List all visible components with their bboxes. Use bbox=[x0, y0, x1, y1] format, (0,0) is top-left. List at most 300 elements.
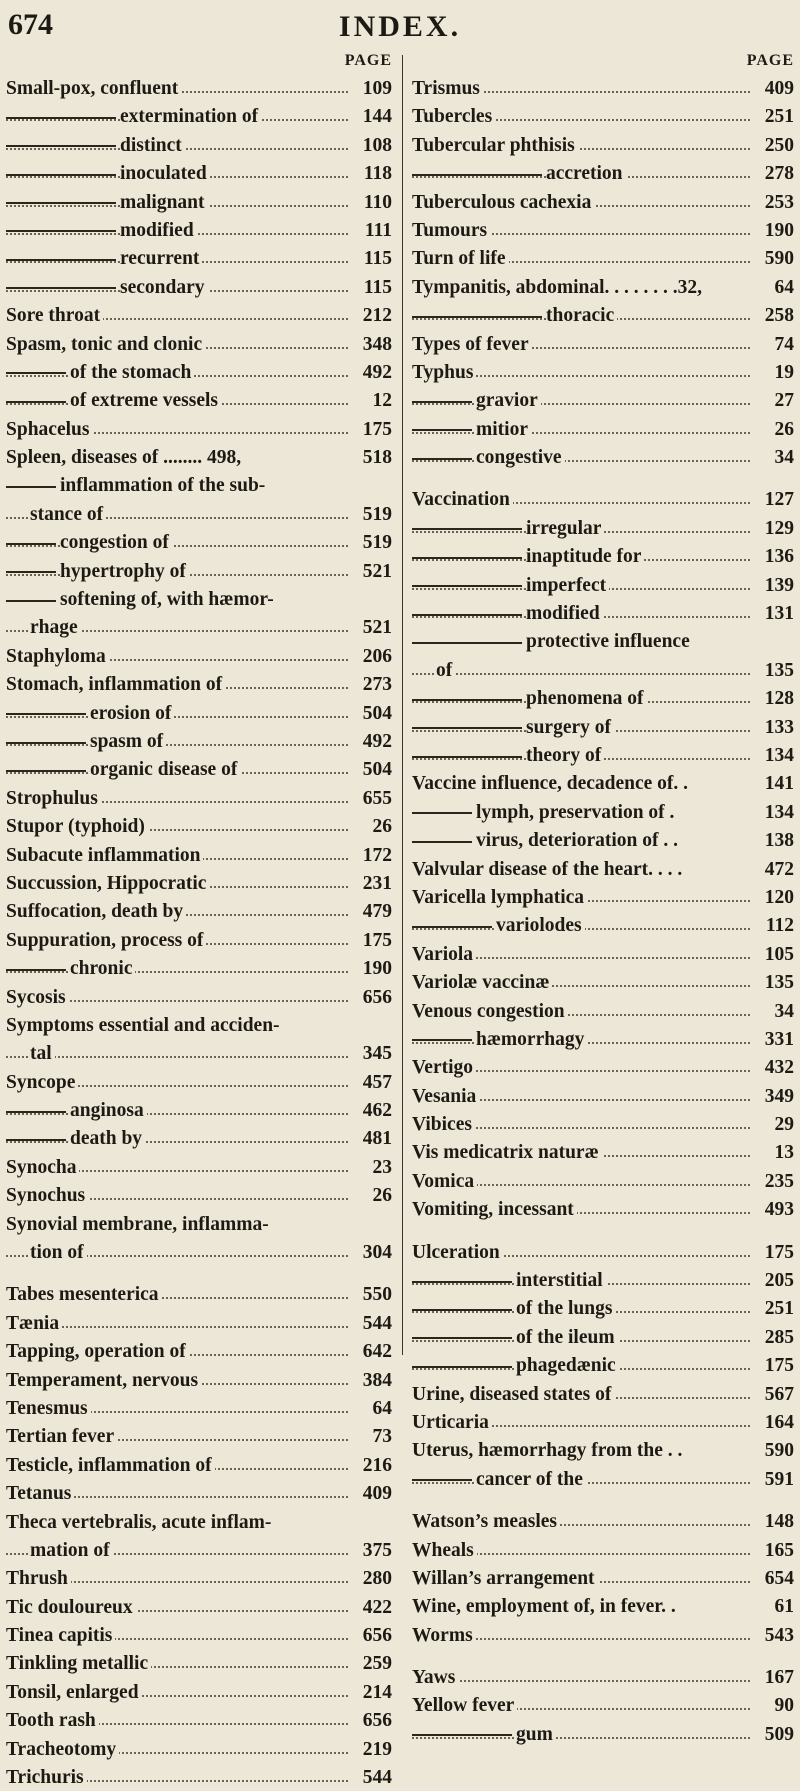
entry-label: Synovial membrane, inflamma- bbox=[6, 1214, 272, 1235]
entry-label: Vaccination bbox=[412, 489, 513, 510]
entry-label: interstitial bbox=[516, 1270, 606, 1291]
index-entry bbox=[412, 1436, 798, 1464]
entry-label: modified bbox=[120, 220, 197, 241]
index-entry bbox=[412, 1323, 798, 1351]
entry-label: Tabes mesenterica bbox=[6, 1284, 162, 1305]
repeat-dash bbox=[412, 756, 522, 758]
entry-label: Temperament, nervous bbox=[6, 1370, 201, 1391]
entry-page-number: 34 bbox=[772, 447, 795, 469]
entry-page-number: 144 bbox=[360, 106, 392, 128]
index-entry bbox=[412, 1138, 798, 1166]
index-entry bbox=[412, 415, 798, 443]
entry-page-number: 212 bbox=[360, 305, 392, 327]
entry-page-number: 472 bbox=[762, 859, 794, 881]
index-entry bbox=[412, 1663, 798, 1691]
repeat-dash bbox=[6, 770, 86, 772]
index-entry bbox=[412, 1380, 798, 1408]
entry-label: phagedænic bbox=[516, 1355, 619, 1376]
index-entry bbox=[6, 670, 396, 698]
entry-label: Synochus bbox=[6, 1185, 88, 1206]
entry-label: thoracic bbox=[546, 305, 617, 326]
entry-page-number: 172 bbox=[360, 845, 392, 867]
entry-page-number: 544 bbox=[360, 1767, 392, 1789]
index-entry bbox=[6, 1763, 396, 1791]
entry-page-number: 519 bbox=[360, 532, 392, 554]
index-entry bbox=[6, 1210, 396, 1238]
index-entry bbox=[6, 1153, 396, 1181]
entry-page-number: 13 bbox=[772, 1142, 795, 1164]
index-entry bbox=[412, 159, 798, 187]
index-entry bbox=[412, 1294, 798, 1322]
entry-page-number: 73 bbox=[370, 1426, 393, 1448]
entry-label: Syncope bbox=[6, 1072, 78, 1093]
entry-label: Succussion, Hippocratic bbox=[6, 873, 209, 894]
index-entry bbox=[412, 485, 798, 513]
entry-label: Tubercles bbox=[412, 106, 495, 127]
index-entry bbox=[6, 1536, 396, 1564]
entry-page-number: 251 bbox=[762, 106, 794, 128]
index-entry bbox=[412, 599, 798, 627]
index-entry bbox=[412, 443, 798, 471]
entry-label: surgery of bbox=[526, 717, 614, 738]
entry-page-number: 345 bbox=[360, 1043, 392, 1065]
entry-page-number: 493 bbox=[762, 1199, 794, 1221]
index-entry bbox=[6, 1068, 396, 1096]
entry-label: Vertigo bbox=[412, 1057, 476, 1078]
index-entry bbox=[6, 1280, 396, 1308]
entry-page-number: 135 bbox=[762, 972, 794, 994]
index-entry bbox=[6, 1593, 396, 1621]
entry-page-number: 409 bbox=[762, 78, 794, 100]
index-entry bbox=[412, 1621, 798, 1649]
entry-label: Venous congestion bbox=[412, 1001, 568, 1022]
index-entry bbox=[412, 188, 798, 216]
index-entry bbox=[412, 1238, 798, 1266]
entry-label: Sore throat bbox=[6, 305, 103, 326]
index-entry bbox=[6, 812, 396, 840]
entry-page-number: 280 bbox=[360, 1568, 392, 1590]
entry-page-number: 190 bbox=[762, 220, 794, 242]
index-entry bbox=[6, 954, 396, 982]
index-entry bbox=[6, 585, 396, 613]
entry-label: of the ileum bbox=[516, 1327, 618, 1348]
entry-label: Typhus bbox=[412, 362, 476, 383]
index-entry bbox=[412, 273, 798, 301]
page-title: INDEX. bbox=[338, 10, 462, 43]
index-entry bbox=[412, 968, 798, 996]
entry-label: inoculated bbox=[120, 163, 210, 184]
entry-page-number: 108 bbox=[360, 135, 392, 157]
entry-page-number: 656 bbox=[360, 987, 392, 1009]
entry-label: recurrent bbox=[120, 248, 202, 269]
entry-label: Testicle, inflammation of bbox=[6, 1455, 215, 1476]
entry-label: Vaccine influence, decadence of. . bbox=[412, 773, 691, 794]
entry-label: Wine, employment of, in fever. . bbox=[412, 1596, 679, 1617]
entry-label: tal bbox=[30, 1043, 55, 1064]
entry-label: Stomach, inflammation of bbox=[6, 674, 225, 695]
column-divider bbox=[402, 55, 403, 1355]
entry-label: Worms bbox=[412, 1625, 476, 1646]
repeat-dash bbox=[6, 600, 56, 602]
entry-page-number: 167 bbox=[762, 1667, 794, 1689]
index-entry bbox=[6, 443, 396, 471]
repeat-dash bbox=[6, 174, 116, 176]
entry-label: chronic bbox=[70, 958, 135, 979]
entry-label: Tubercular phthisis bbox=[412, 135, 578, 156]
index-entry bbox=[412, 1408, 798, 1436]
index-entry bbox=[412, 1195, 798, 1223]
index-entry bbox=[6, 784, 396, 812]
index-entry bbox=[412, 571, 798, 599]
entry-page-number: 26 bbox=[772, 419, 795, 441]
index-entry bbox=[412, 1167, 798, 1195]
repeat-dash bbox=[6, 1111, 66, 1113]
repeat-dash bbox=[6, 230, 116, 232]
entry-page-number: 590 bbox=[762, 1440, 794, 1462]
repeat-dash bbox=[412, 841, 472, 843]
index-entry bbox=[412, 911, 798, 939]
entry-label: spasm of bbox=[90, 731, 166, 752]
index-entry bbox=[6, 926, 396, 954]
repeat-dash bbox=[6, 259, 116, 261]
repeat-dash bbox=[412, 316, 542, 318]
entry-label: Subacute inflammation bbox=[6, 845, 203, 866]
entry-page-number: 462 bbox=[360, 1100, 392, 1122]
entry-label: organic disease of bbox=[90, 759, 240, 780]
entry-page-number: 384 bbox=[360, 1370, 392, 1392]
index-entry bbox=[6, 1735, 396, 1763]
repeat-dash bbox=[6, 287, 116, 289]
index-entry bbox=[412, 855, 798, 883]
entry-page-number: 141 bbox=[762, 773, 794, 795]
entry-label: Tertian fever bbox=[6, 1426, 117, 1447]
repeat-dash bbox=[412, 727, 522, 729]
entry-label: death by bbox=[70, 1128, 145, 1149]
entry-label: tion of bbox=[30, 1242, 87, 1263]
entry-page-number: 349 bbox=[762, 1086, 794, 1108]
index-entry bbox=[412, 330, 798, 358]
index-entry bbox=[412, 1720, 798, 1748]
index-entry bbox=[6, 1309, 396, 1337]
index-entry bbox=[6, 1451, 396, 1479]
entry-label: Trismus bbox=[412, 78, 483, 99]
entry-label: Varicella lymphatica bbox=[412, 887, 587, 908]
entry-page-number: 521 bbox=[360, 617, 392, 639]
repeat-dash bbox=[412, 1039, 472, 1041]
entry-page-number: 120 bbox=[762, 887, 794, 909]
entry-label: Urticaria bbox=[412, 1412, 492, 1433]
repeat-dash bbox=[412, 174, 542, 176]
entry-label: Stupor (typhoid) bbox=[6, 816, 148, 837]
index-entry bbox=[6, 613, 396, 641]
entry-page-number: 61 bbox=[772, 1596, 795, 1618]
entry-page-number: 165 bbox=[762, 1540, 794, 1562]
repeat-dash bbox=[412, 1479, 472, 1481]
entry-page-number: 656 bbox=[360, 1625, 392, 1647]
entry-label: Synocha bbox=[6, 1157, 79, 1178]
entry-label: Tooth rash bbox=[6, 1710, 99, 1731]
entry-page-number: 432 bbox=[762, 1057, 794, 1079]
entry-label: mation of bbox=[30, 1540, 113, 1561]
index-entry bbox=[412, 1082, 798, 1110]
entry-page-number: 26 bbox=[370, 816, 393, 838]
entry-label: Trichuris bbox=[6, 1767, 87, 1788]
index-entry bbox=[6, 1678, 396, 1706]
entry-page-number: 231 bbox=[360, 873, 392, 895]
entry-page-number: 409 bbox=[360, 1483, 392, 1505]
index-entry bbox=[412, 997, 798, 1025]
repeat-dash bbox=[412, 812, 472, 814]
repeat-dash bbox=[412, 699, 522, 701]
index-entry bbox=[6, 1096, 396, 1124]
entry-page-number: 654 bbox=[762, 1568, 794, 1590]
repeat-dash bbox=[6, 543, 56, 545]
index-entry bbox=[412, 741, 798, 769]
entry-label: malignant bbox=[120, 192, 208, 213]
index-entry bbox=[6, 1564, 396, 1592]
entry-page-number: 504 bbox=[360, 703, 392, 725]
left-column bbox=[6, 52, 396, 1791]
entry-page-number: 348 bbox=[360, 334, 392, 356]
index-entry bbox=[412, 74, 798, 102]
entry-label: Theca vertebralis, acute inflam- bbox=[6, 1512, 274, 1533]
index-entry bbox=[6, 869, 396, 897]
entry-label: stance of bbox=[30, 504, 106, 525]
entry-label: erosion of bbox=[90, 703, 174, 724]
entry-label: Vis medicatrix naturæ bbox=[412, 1142, 602, 1163]
entry-page-number: 567 bbox=[762, 1384, 794, 1406]
index-entry bbox=[6, 528, 396, 556]
entry-label: mitior bbox=[476, 419, 531, 440]
index-entry bbox=[6, 244, 396, 272]
index-entry bbox=[6, 727, 396, 755]
entry-label: Tonsil, enlarged bbox=[6, 1682, 142, 1703]
section-gap bbox=[412, 471, 798, 485]
index-entry bbox=[6, 642, 396, 670]
entry-page-number: 111 bbox=[362, 220, 392, 242]
repeat-dash bbox=[6, 202, 116, 204]
entry-page-number: 642 bbox=[360, 1341, 392, 1363]
entry-page-number: 544 bbox=[360, 1313, 392, 1335]
entry-label: irregular bbox=[526, 518, 604, 539]
index-entry bbox=[412, 883, 798, 911]
entry-label: accretion bbox=[546, 163, 626, 184]
entry-page-number: 235 bbox=[762, 1171, 794, 1193]
repeat-dash bbox=[6, 742, 86, 744]
entry-page-number: 259 bbox=[360, 1653, 392, 1675]
entry-page-number: 273 bbox=[360, 674, 392, 696]
dot-leader bbox=[412, 1680, 750, 1682]
entry-page-number: 134 bbox=[762, 745, 794, 767]
entry-page-number: 127 bbox=[762, 489, 794, 511]
entry-label: Thrush bbox=[6, 1568, 71, 1589]
index-entry bbox=[6, 1337, 396, 1365]
entry-label: Tumours bbox=[412, 220, 490, 241]
section-gap bbox=[412, 1224, 798, 1238]
index-entry bbox=[6, 1479, 396, 1507]
entry-page-number: 105 bbox=[762, 944, 794, 966]
entry-page-number: 251 bbox=[762, 1298, 794, 1320]
entry-page-number: 216 bbox=[360, 1455, 392, 1477]
index-entry bbox=[6, 1039, 396, 1067]
entry-label: Tuberculous cachexia bbox=[412, 192, 594, 213]
entry-page-number: 129 bbox=[762, 518, 794, 540]
entry-page-number: 590 bbox=[762, 248, 794, 270]
section-gap bbox=[412, 1649, 798, 1663]
repeat-dash bbox=[412, 458, 472, 460]
entry-page-number: 115 bbox=[361, 277, 392, 299]
entry-page-number: 164 bbox=[762, 1412, 794, 1434]
entry-page-number: 457 bbox=[360, 1072, 392, 1094]
entry-label: Spasm, tonic and clonic bbox=[6, 334, 205, 355]
entry-label: virus, deterioration of . . bbox=[476, 830, 681, 851]
index-entry bbox=[6, 983, 396, 1011]
entry-label: extermination of bbox=[120, 106, 261, 127]
entry-label: congestive bbox=[476, 447, 565, 468]
entry-label: Suffocation, death by bbox=[6, 901, 186, 922]
repeat-dash bbox=[412, 1366, 512, 1368]
entry-page-number: 26 bbox=[370, 1185, 393, 1207]
index-entry bbox=[6, 1011, 396, 1039]
entry-page-number: 131 bbox=[762, 603, 794, 625]
index-entry bbox=[412, 1536, 798, 1564]
index-entry bbox=[412, 542, 798, 570]
entry-page-number: 136 bbox=[762, 546, 794, 568]
repeat-dash bbox=[6, 969, 66, 971]
entry-label: Wheals bbox=[412, 1540, 477, 1561]
entry-label: inaptitude for bbox=[526, 546, 644, 567]
entry-label: Urine, diseased states of bbox=[412, 1384, 614, 1405]
repeat-dash bbox=[412, 926, 492, 928]
entry-label: inflammation of the sub- bbox=[60, 475, 268, 496]
entry-label: congestion of bbox=[60, 532, 172, 553]
entry-label: protective influence bbox=[526, 631, 693, 652]
index-entry bbox=[412, 514, 798, 542]
entry-label: distinct bbox=[120, 135, 185, 156]
entry-page-number: 550 bbox=[360, 1284, 392, 1306]
entry-page-number: 29 bbox=[772, 1114, 795, 1136]
entry-label: Valvular disease of the heart. . . . bbox=[412, 859, 685, 880]
entry-page-number: 128 bbox=[762, 688, 794, 710]
entry-page-number: 27 bbox=[772, 390, 795, 412]
right-column bbox=[412, 52, 798, 1748]
index-entry bbox=[6, 330, 396, 358]
index-entry bbox=[412, 713, 798, 741]
entry-label: of bbox=[436, 660, 455, 681]
entry-label: Vibices bbox=[412, 1114, 475, 1135]
section-gap bbox=[412, 1493, 798, 1507]
repeat-dash bbox=[412, 1309, 512, 1311]
index-entry bbox=[6, 415, 396, 443]
entry-label: theory of bbox=[526, 745, 604, 766]
index-entry bbox=[412, 1110, 798, 1138]
index-entry bbox=[6, 74, 396, 102]
index-entry bbox=[6, 1422, 396, 1450]
index-entry bbox=[6, 471, 396, 499]
entry-page-number: 519 bbox=[360, 504, 392, 526]
entry-label: Vomiting, incessant bbox=[412, 1199, 577, 1220]
repeat-dash bbox=[412, 1281, 512, 1283]
entry-label: Tapping, operation of bbox=[6, 1341, 189, 1362]
entry-label: Yaws bbox=[412, 1667, 458, 1688]
right-entries bbox=[412, 74, 798, 1748]
entry-label: rhage bbox=[30, 617, 81, 638]
entry-page-number: 285 bbox=[762, 1327, 794, 1349]
repeat-dash bbox=[412, 1337, 512, 1339]
index-entry bbox=[6, 159, 396, 187]
entry-page-number: 375 bbox=[360, 1540, 392, 1562]
index-entry bbox=[6, 216, 396, 244]
entry-page-number: 258 bbox=[762, 305, 794, 327]
index-entry bbox=[412, 1592, 798, 1620]
index-entry bbox=[412, 656, 798, 684]
index-entry bbox=[6, 755, 396, 783]
entry-label: Vesania bbox=[412, 1086, 479, 1107]
repeat-dash bbox=[6, 713, 86, 715]
repeat-dash bbox=[412, 585, 522, 587]
entry-label: gum bbox=[516, 1724, 556, 1745]
entry-label: of extreme vessels bbox=[70, 390, 221, 411]
entry-label: gravior bbox=[476, 390, 541, 411]
index-entry bbox=[412, 769, 798, 797]
entry-page-number: 134 bbox=[762, 802, 794, 824]
entry-label: Yellow fever bbox=[412, 1695, 517, 1716]
index-entry bbox=[6, 1238, 396, 1266]
entry-page-number: 148 bbox=[762, 1511, 794, 1533]
repeat-dash bbox=[6, 401, 66, 403]
entry-page-number: 591 bbox=[762, 1469, 794, 1491]
index-entry bbox=[412, 1465, 798, 1493]
entry-page-number: 64 bbox=[370, 1398, 393, 1420]
repeat-dash bbox=[6, 372, 66, 374]
entry-page-number: 656 bbox=[360, 1710, 392, 1732]
index-entry bbox=[6, 1621, 396, 1649]
index-entry bbox=[6, 557, 396, 585]
index-entry bbox=[412, 131, 798, 159]
entry-page-number: 214 bbox=[360, 1682, 392, 1704]
repeat-dash bbox=[412, 557, 522, 559]
entry-page-number: 12 bbox=[370, 390, 393, 412]
index-entry bbox=[412, 826, 798, 854]
repeat-dash bbox=[412, 1734, 512, 1736]
repeat-dash bbox=[412, 528, 522, 530]
index-entry bbox=[412, 1691, 798, 1719]
index-entry bbox=[412, 1564, 798, 1592]
index-entry bbox=[6, 301, 396, 329]
entry-label: Suppuration, process of bbox=[6, 930, 206, 951]
entry-label: modified bbox=[526, 603, 603, 624]
index-entry bbox=[6, 273, 396, 301]
repeat-dash bbox=[6, 571, 56, 573]
entry-page-number: 481 bbox=[360, 1128, 392, 1150]
entry-page-number: 278 bbox=[762, 163, 794, 185]
entry-page-number: 253 bbox=[762, 192, 794, 214]
entry-label: Types of fever bbox=[412, 334, 532, 355]
entry-label: Tinea capitis bbox=[6, 1625, 115, 1646]
entry-label: Spleen, diseases of ........ 498, bbox=[6, 447, 244, 468]
entry-page-number: 135 bbox=[762, 660, 794, 682]
entry-label: Variolæ vaccinæ bbox=[412, 972, 552, 993]
index-entry bbox=[6, 1706, 396, 1734]
entry-page-number: 175 bbox=[762, 1242, 794, 1264]
entry-page-number: 422 bbox=[360, 1597, 392, 1619]
repeat-dash bbox=[412, 614, 522, 616]
index-entry bbox=[6, 1366, 396, 1394]
entry-page-number: 205 bbox=[762, 1270, 794, 1292]
left-page-header: PAGE bbox=[344, 52, 392, 69]
index-entry bbox=[412, 684, 798, 712]
index-entry bbox=[6, 102, 396, 130]
